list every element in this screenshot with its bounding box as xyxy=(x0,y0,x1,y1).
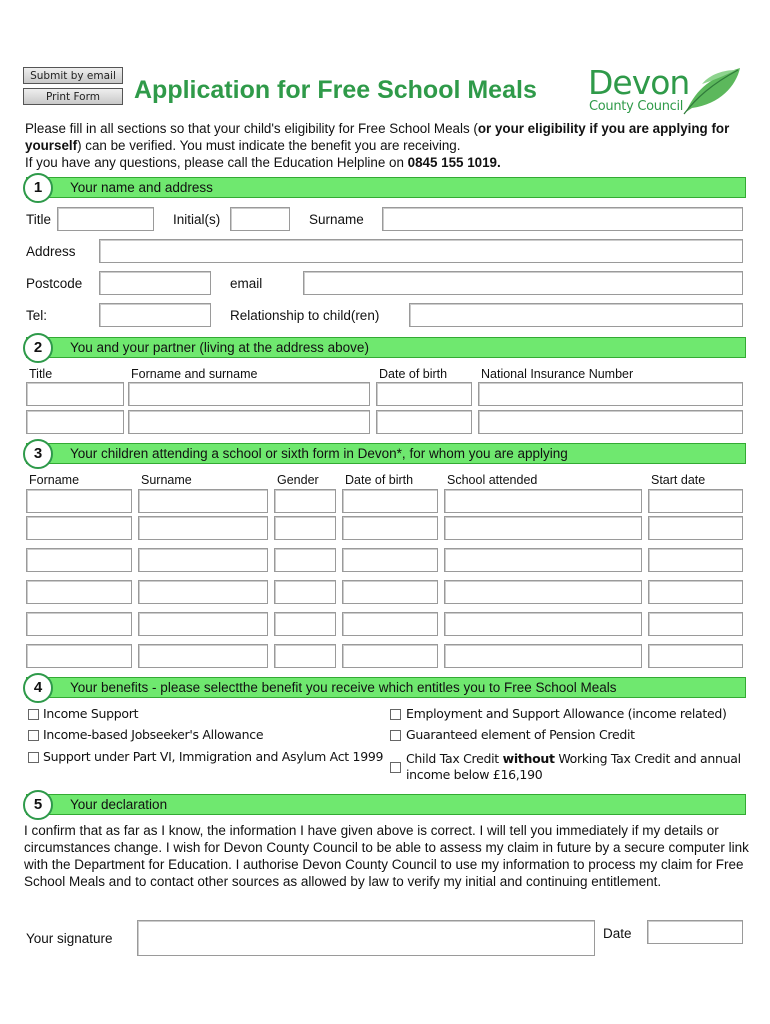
section-2-number: 2 xyxy=(23,333,53,363)
child6-gender-input[interactable] xyxy=(274,644,336,668)
child3-start-date-input[interactable] xyxy=(648,548,743,572)
child1-school-input[interactable] xyxy=(444,489,642,513)
child3-school-input[interactable] xyxy=(444,548,642,572)
child6-school-input[interactable] xyxy=(444,644,642,668)
child4-surname-input[interactable] xyxy=(138,580,268,604)
child2-school-input[interactable] xyxy=(444,516,642,540)
child1-surname-input[interactable] xyxy=(138,489,268,513)
partner2-name-input[interactable] xyxy=(128,410,370,434)
jobseekers-label: Income-based Jobseeker's Allowance xyxy=(43,727,264,742)
child2-gender-input[interactable] xyxy=(274,516,336,540)
surname-input[interactable] xyxy=(382,207,743,231)
email-label: email xyxy=(230,276,263,291)
leaf-icon xyxy=(680,64,748,116)
col-surname: Surname xyxy=(141,473,192,487)
page-title: Application for Free School Meals xyxy=(134,76,537,104)
child1-start-date-input[interactable] xyxy=(648,489,743,513)
child1-dob-input[interactable] xyxy=(342,489,438,513)
income-support-label: Income Support xyxy=(43,706,139,721)
partner1-dob-input[interactable] xyxy=(376,382,472,406)
col-school: School attended xyxy=(447,473,538,487)
child3-surname-input[interactable] xyxy=(138,548,268,572)
child4-start-date-input[interactable] xyxy=(648,580,743,604)
child5-dob-input[interactable] xyxy=(342,612,438,636)
section-5-number: 5 xyxy=(23,790,53,820)
date-label: Date xyxy=(603,926,632,941)
income-support-checkbox[interactable] xyxy=(28,709,39,720)
partner2-dob-input[interactable] xyxy=(376,410,472,434)
submit-by-email-button[interactable]: Submit by email xyxy=(23,67,123,84)
initials-label: Initial(s) xyxy=(173,212,221,227)
print-form-button[interactable]: Print Form xyxy=(23,88,123,105)
child3-forname-input[interactable] xyxy=(26,548,132,572)
esa-checkbox[interactable] xyxy=(390,709,401,720)
initials-input[interactable] xyxy=(230,207,290,231)
section-1-header: Your name and address xyxy=(26,177,746,198)
child4-dob-input[interactable] xyxy=(342,580,438,604)
partner1-ni-input[interactable] xyxy=(478,382,743,406)
devon-logo xyxy=(588,63,748,121)
logo-name: Devon xyxy=(588,63,690,102)
jobseekers-checkbox[interactable] xyxy=(28,730,39,741)
section-4-number: 4 xyxy=(23,673,53,703)
title-label: Title xyxy=(26,212,52,227)
signature-label: Your signature xyxy=(26,931,113,946)
child5-school-input[interactable] xyxy=(444,612,642,636)
col-ni: National Insurance Number xyxy=(481,367,634,381)
child3-gender-input[interactable] xyxy=(274,548,336,572)
partner1-title-input[interactable] xyxy=(26,382,124,406)
section-4-header: Your benefits - please selectthe benefit you receive which entitles you to Free School Meals xyxy=(26,677,746,698)
signature-input[interactable] xyxy=(137,920,595,956)
child4-forname-input[interactable] xyxy=(26,580,132,604)
pension-credit-label: Guaranteed element of Pension Credit xyxy=(406,727,635,742)
relationship-label: Relationship to child(ren) xyxy=(230,308,380,323)
child6-surname-input[interactable] xyxy=(138,644,268,668)
tel-label: Tel: xyxy=(26,308,48,323)
child6-dob-input[interactable] xyxy=(342,644,438,668)
relationship-input[interactable] xyxy=(409,303,743,327)
col-name: Forname and surname xyxy=(131,367,258,381)
section-3-number: 3 xyxy=(23,439,53,469)
section-3-header: Your children attending a school or sixth form in Devon*, for whom you are applying xyxy=(26,443,746,464)
child5-start-date-input[interactable] xyxy=(648,612,743,636)
pension-credit-checkbox[interactable] xyxy=(390,730,401,741)
surname-label: Surname xyxy=(309,212,364,227)
child4-gender-input[interactable] xyxy=(274,580,336,604)
child5-surname-input[interactable] xyxy=(138,612,268,636)
partner1-name-input[interactable] xyxy=(128,382,370,406)
col-gender: Gender xyxy=(277,473,319,487)
child6-forname-input[interactable] xyxy=(26,644,132,668)
child1-forname-input[interactable] xyxy=(26,489,132,513)
col-forname: Forname xyxy=(29,473,80,487)
esa-label: Employment and Support Allowance (income related) xyxy=(406,706,727,721)
section-2-header: You and your partner (living at the address above) xyxy=(26,337,746,358)
child-tax-credit-checkbox[interactable] xyxy=(390,762,401,773)
child4-school-input[interactable] xyxy=(444,580,642,604)
child2-start-date-input[interactable] xyxy=(648,516,743,540)
child5-forname-input[interactable] xyxy=(26,612,132,636)
child6-start-date-input[interactable] xyxy=(648,644,743,668)
partner2-ni-input[interactable] xyxy=(478,410,743,434)
col-start-date: Start date xyxy=(651,473,706,487)
asylum-support-checkbox[interactable] xyxy=(28,752,39,763)
address-label: Address xyxy=(26,244,76,259)
logo-subtitle: County Council xyxy=(589,99,684,114)
declaration-text: I confirm that as far as I know, the information I have given above is correct. I will tell you immediately if my details or circumstances change. I wish for Devon County Council to be able to assess my claim in future by a secure computer link with the Department for Education. I authorise Devon County Council to use my information to process my claim for Free School Meals and to contact other sources as allowed by law to verify my initial and continuing entitlement. xyxy=(24,823,749,889)
section-1-number: 1 xyxy=(23,173,53,203)
postcode-label: Postcode xyxy=(26,276,83,291)
partner2-title-input[interactable] xyxy=(26,410,124,434)
address-input[interactable] xyxy=(99,239,743,263)
child3-dob-input[interactable] xyxy=(342,548,438,572)
child5-gender-input[interactable] xyxy=(274,612,336,636)
title-input[interactable] xyxy=(57,207,154,231)
child-tax-credit-label: Child Tax Credit without Working Tax Credit and annual income below £16,190 xyxy=(406,751,741,782)
email-input[interactable] xyxy=(303,271,743,295)
section-5-header: Your declaration xyxy=(26,794,746,815)
asylum-support-label: Support under Part VI, Immigration and Asylum Act 1999 xyxy=(43,749,384,764)
child1-gender-input[interactable] xyxy=(274,489,336,513)
intro-text: Please fill in all sections so that your child's eligibility for Free School Meals (or your eligibility if you are applying for yourself) can be verified. You must indicate the benefit you are receiving. If you have any questions, please call the Education Helpline on 0845 155 1019. xyxy=(25,121,730,170)
child2-forname-input[interactable] xyxy=(26,516,132,540)
col-dob: Date of birth xyxy=(379,367,448,381)
col-child-dob: Date of birth xyxy=(345,473,414,487)
date-input[interactable] xyxy=(647,920,743,944)
child2-surname-input[interactable] xyxy=(138,516,268,540)
child2-dob-input[interactable] xyxy=(342,516,438,540)
postcode-input[interactable] xyxy=(99,271,211,295)
col-title: Title xyxy=(29,367,53,381)
tel-input[interactable] xyxy=(99,303,211,327)
